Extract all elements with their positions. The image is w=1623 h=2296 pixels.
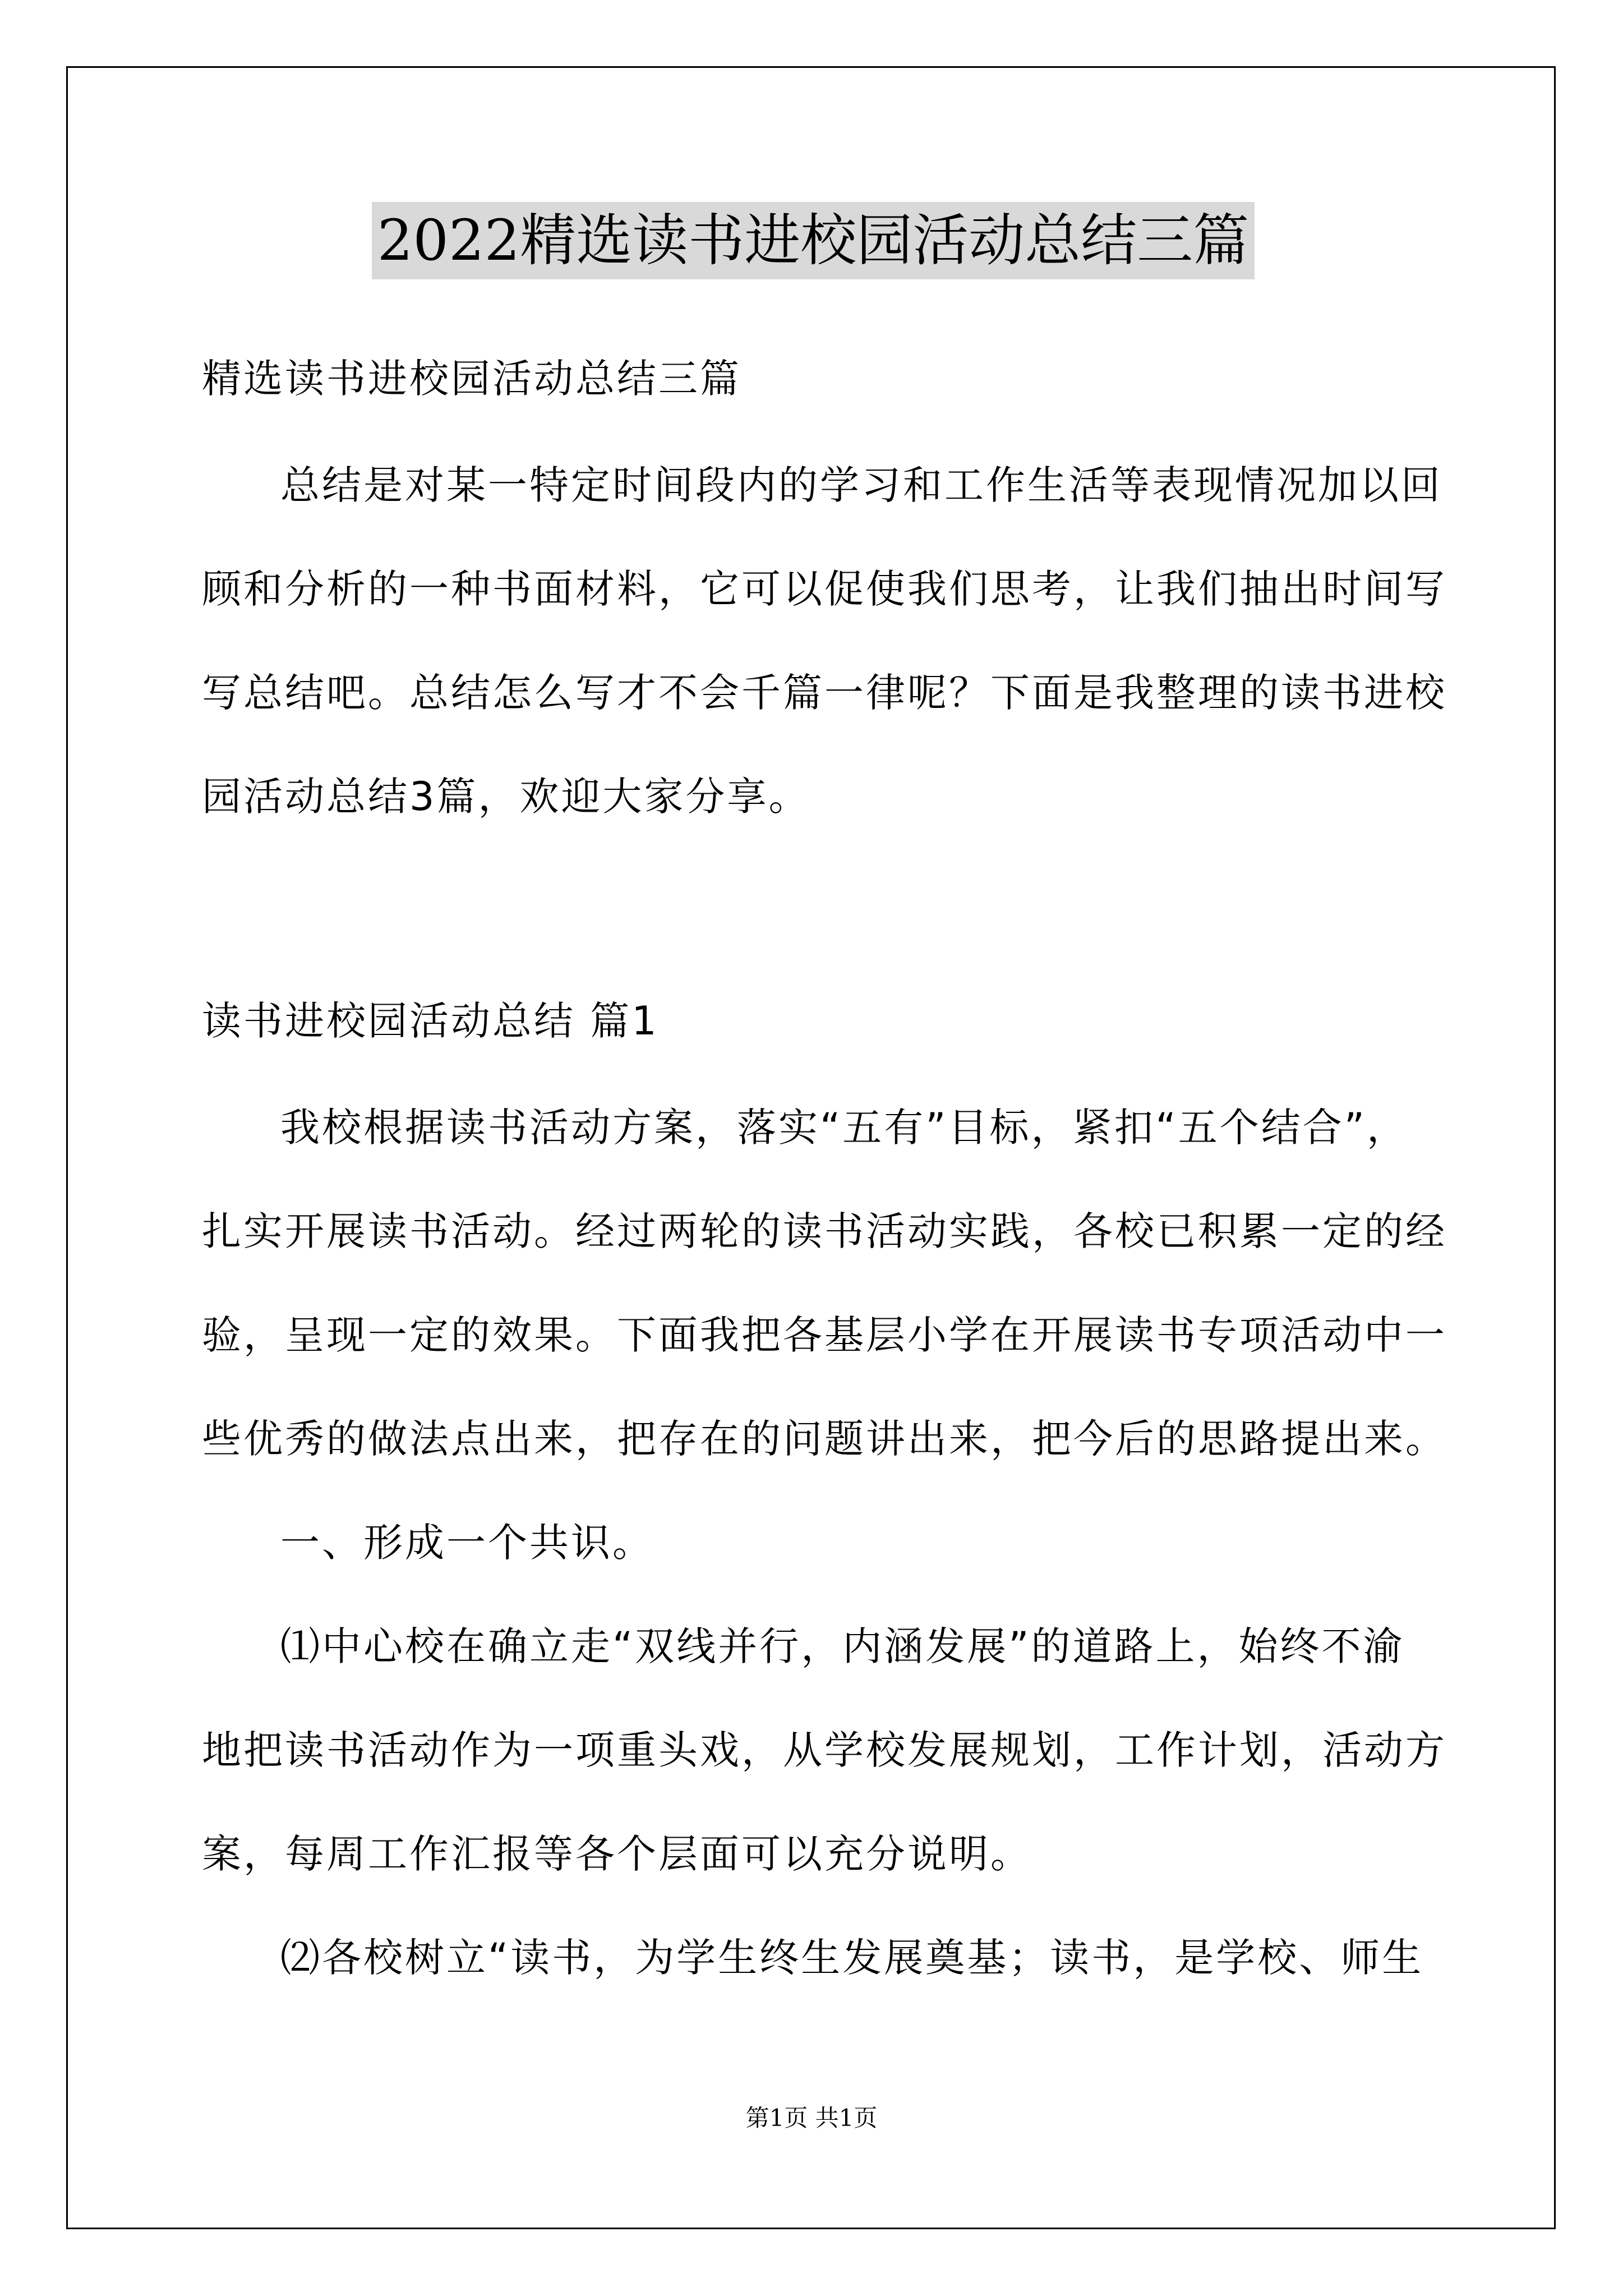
intro-line: 总结是对某一特定时间段内的学习和工作生活等表现情况加以回	[280, 462, 1442, 508]
page-footer: 第1页 共1页	[745, 2104, 878, 2132]
intro-line: 顾和分析的一种书面材料，它可以促使我们思考，让我们抽出时间写	[202, 566, 1447, 612]
para2-line: ⑴中心校在确立走“双线并行，内涵发展”的道路上，始终不渝	[280, 1623, 1405, 1669]
intro-line: 园活动总结3篇，欢迎大家分享。	[202, 774, 810, 820]
intro-line: 写总结吧。总结怎么写才不会千篇一律呢？下面是我整理的读书进校	[202, 670, 1447, 716]
para2-line: 地把读书活动作为一项重头戏，从学校发展规划，工作计划，活动方	[202, 1727, 1447, 1773]
section-heading: 读书进校园活动总结 篇1	[202, 998, 659, 1044]
para2-line: 案，每周工作汇报等各个层面可以充分说明。	[202, 1831, 1032, 1877]
para3-line: ⑵各校树立“读书，为学生终生发展奠基；读书，是学校、师生	[280, 1935, 1424, 1981]
para1-line: 我校根据读书活动方案，落实“五有”目标，紧扣“五个结合”，	[280, 1105, 1409, 1151]
para1-line: 些优秀的做法点出来，把存在的问题讲出来，把今后的思路提出来。	[202, 1416, 1447, 1462]
title-block	[202, 202, 1424, 279]
document-title: 2022精选读书进校园活动总结三篇	[372, 202, 1255, 279]
point-heading: 一、形成一个共识。	[280, 1520, 654, 1566]
para1-line: 扎实开展读书活动。经过两轮的读书活动实践，各校已积累一定的经	[202, 1208, 1447, 1254]
para1-line: 验，呈现一定的效果。下面我把各基层小学在开展读书专项活动中一	[202, 1312, 1447, 1358]
document-subtitle: 精选读书进校园活动总结三篇	[202, 356, 741, 402]
